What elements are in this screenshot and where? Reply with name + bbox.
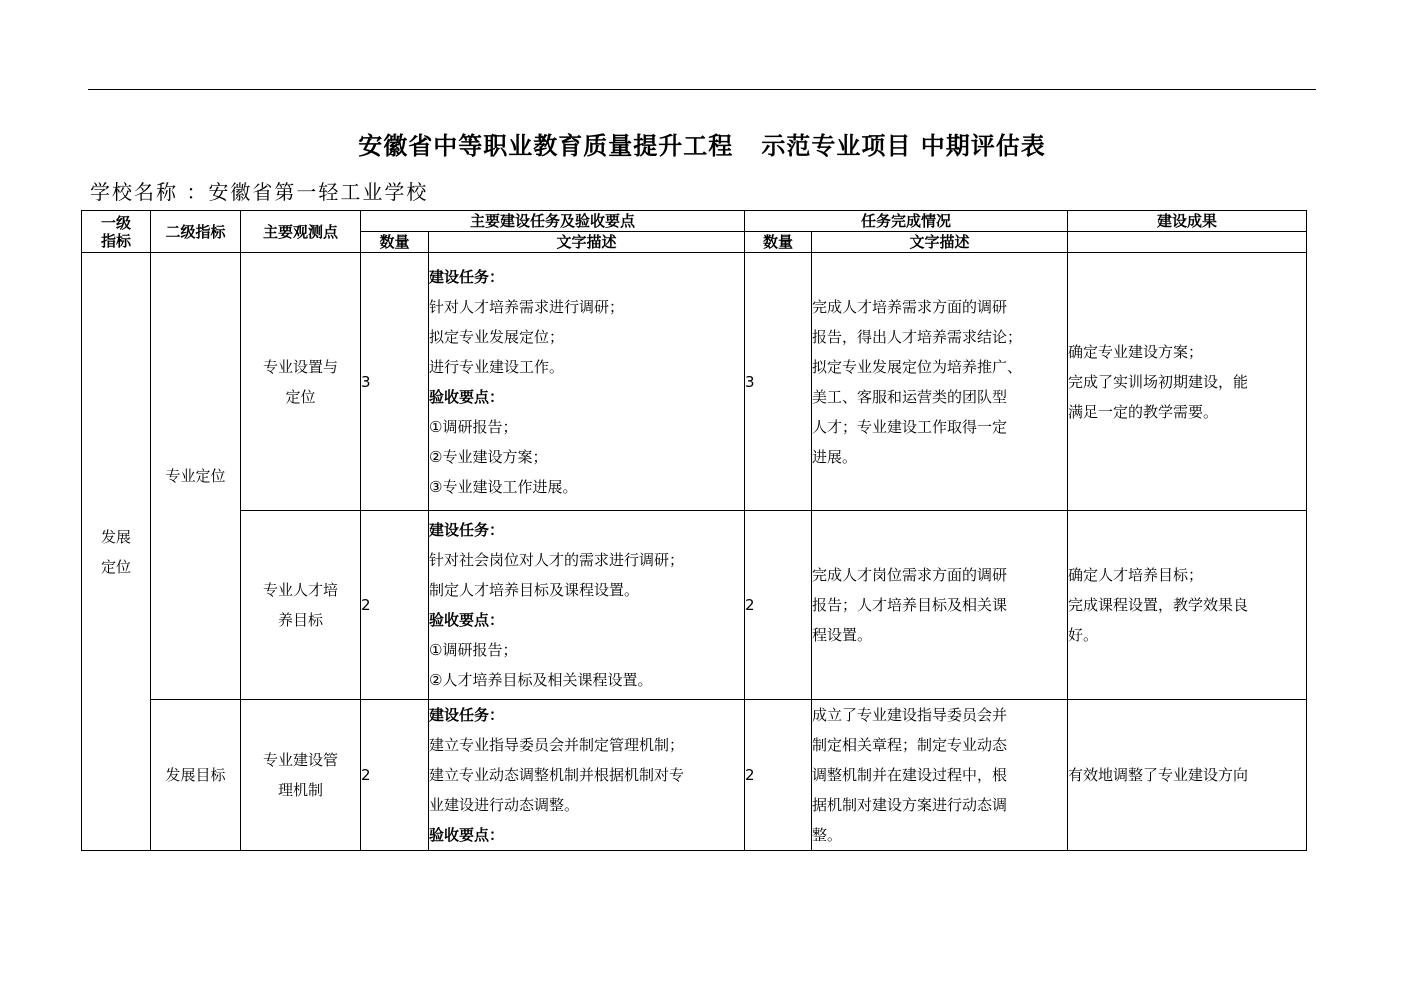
task-quantity-cell: 3	[361, 253, 429, 511]
school-name-line	[90, 178, 428, 206]
header-level2: 二级指标	[151, 211, 241, 253]
level2-cell: 专业定位	[151, 253, 241, 700]
table-row	[82, 700, 1307, 851]
header-level1: 一级 指标	[82, 211, 151, 253]
done-description-cell: 完成人才岗位需求方面的调研 报告；人才培养目标及相关课 程设置。	[812, 511, 1068, 700]
done-quantity-cell: 2	[745, 511, 812, 700]
header-description-2: 文字描述	[812, 232, 1068, 253]
observation-cell: 专业设置与 定位	[241, 253, 361, 511]
school-label: 学校名称 ：	[90, 180, 209, 204]
result-cell: 确定人才培养目标； 完成课程设置，教学效果良 好。	[1068, 511, 1307, 700]
task-description-cell: 建设任务： 建立专业指导委员会并制定管理机制； 建立专业动态调整机制并根据机制对专 业建设进行动态调整。 验收要点：	[429, 700, 745, 851]
task-quantity-cell: 2	[361, 700, 429, 851]
result-cell: 确定专业建设方案； 完成了实训场初期建设，能 满足一定的教学需要。	[1068, 253, 1307, 511]
task-quantity-cell: 2	[361, 511, 429, 700]
done-quantity-cell: 3	[745, 253, 812, 511]
task-description-cell: 建设任务： 针对社会岗位对人才的需求进行调研； 制定人才培养目标及课程设置。 验收要点： ①调研报告； ②人才培养目标及相关课程设置。	[429, 511, 745, 700]
header-description: 文字描述	[429, 232, 745, 253]
level1-cell: 发展 定位	[82, 253, 151, 851]
evaluation-table	[81, 210, 1307, 851]
table-row	[82, 511, 1307, 700]
header-completion-group: 任务完成情况	[745, 211, 1068, 232]
document-title: 安徽省中等职业教育质量提升工程 示范专业项目 中期评估表	[358, 132, 1046, 160]
header-tasks-group: 主要建设任务及验收要点	[361, 211, 745, 232]
task-description-cell: 建设任务： 针对人才培养需求进行调研； 拟定专业发展定位； 进行专业建设工作。 验收要点： ①调研报告； ②专业建设方案； ③专业建设工作进展。	[429, 253, 745, 511]
header-quantity-2: 数量	[745, 232, 812, 253]
table-row	[82, 253, 1307, 511]
done-description-cell: 完成人才培养需求方面的调研 报告，得出人才培养需求结论； 拟定专业发展定位为培养推广、 美工、客服和运营类的团队型 人才；专业建设工作取得一定 进展。	[812, 253, 1068, 511]
header-observation: 主要观测点	[241, 211, 361, 253]
school-name: 安徽省第一轻工业学校	[208, 180, 429, 204]
observation-cell: 专业建设管 理机制	[241, 700, 361, 851]
observation-cell: 专业人才培 养目标	[241, 511, 361, 700]
level2-cell: 发展目标	[151, 700, 241, 851]
top-rule	[88, 89, 1316, 90]
done-description-cell: 成立了专业建设指导委员会并 制定相关章程；制定专业动态 调整机制并在建设过程中，根 据机制对建设方案进行动态调 整。	[812, 700, 1068, 851]
header-results: 建设成果	[1068, 211, 1307, 232]
header-quantity: 数量	[361, 232, 429, 253]
done-quantity-cell: 2	[745, 700, 812, 851]
result-cell: 有效地调整了专业建设方向	[1068, 700, 1307, 851]
header-results-blank	[1068, 232, 1307, 253]
